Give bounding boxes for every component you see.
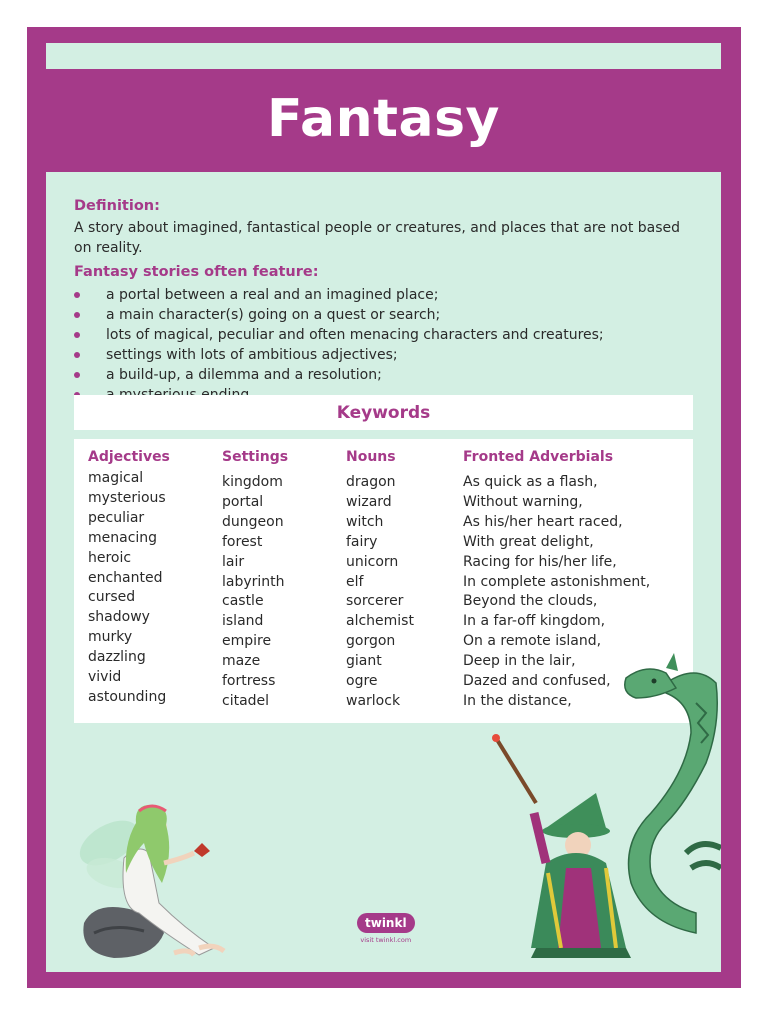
bullet-icon bbox=[74, 352, 80, 358]
keyword: fortress bbox=[222, 673, 276, 690]
fairy-illustration bbox=[64, 763, 254, 963]
bullet-icon bbox=[74, 312, 80, 318]
keyword: magical bbox=[88, 470, 144, 486]
logo-url: visit twinkl.com bbox=[360, 936, 412, 944]
bullet-icon bbox=[74, 332, 80, 338]
column-heading: Fronted Adverbials bbox=[463, 449, 614, 465]
feature-item: settings with lots of ambitious adjectives; bbox=[74, 345, 694, 365]
keyword: giant bbox=[346, 653, 382, 670]
keywords-title: Keywords bbox=[336, 402, 431, 423]
bullet-icon bbox=[74, 292, 80, 298]
feature-item: a main character(s) going on a quest or search; bbox=[74, 305, 694, 325]
poster-panel bbox=[46, 43, 721, 972]
keyword: dazzling bbox=[88, 649, 146, 666]
keyword: ogre bbox=[346, 673, 378, 690]
keyword: mysterious bbox=[88, 489, 166, 506]
definition-heading: Definition: bbox=[74, 198, 160, 214]
keyword: castle bbox=[222, 593, 264, 610]
keyword-column-settings bbox=[222, 449, 288, 712]
keyword: Deep in the lair, bbox=[463, 653, 576, 670]
column-heading: Settings bbox=[222, 449, 289, 465]
keyword: island bbox=[222, 613, 264, 630]
keyword: cursed bbox=[88, 589, 136, 606]
keyword: gorgon bbox=[346, 633, 396, 650]
keyword: maze bbox=[222, 653, 261, 670]
keyword: kingdom bbox=[222, 474, 283, 490]
keyword: Beyond the clouds, bbox=[463, 593, 598, 610]
definition-text: A story about imagined, fantastical people or creatures, and places that are not based on reality. bbox=[74, 220, 681, 256]
logo-brand: twinkl bbox=[357, 913, 415, 933]
keyword: vivid bbox=[88, 669, 122, 686]
keyword: In a far-off kingdom, bbox=[463, 613, 606, 630]
keyword: Racing for his/her life, bbox=[463, 553, 617, 570]
keyword: witch bbox=[346, 513, 384, 530]
keyword: In the distance, bbox=[463, 692, 572, 709]
keyword: wizard bbox=[346, 493, 392, 510]
poster-frame bbox=[27, 27, 741, 988]
keyword: menacing bbox=[88, 529, 158, 546]
feature-item: lots of magical, peculiar and often menacing characters and creatures; bbox=[74, 325, 694, 345]
keywords-band bbox=[74, 395, 693, 430]
keyword: As quick as a flash, bbox=[463, 474, 598, 490]
keyword: lair bbox=[222, 553, 245, 570]
keyword: elf bbox=[346, 573, 364, 590]
keyword: Without warning, bbox=[463, 493, 583, 510]
keyword: labyrinth bbox=[222, 573, 285, 590]
keyword: On a remote island, bbox=[463, 633, 602, 650]
keyword: heroic bbox=[88, 549, 132, 566]
keyword-column-nouns bbox=[346, 449, 414, 712]
keyword: unicorn bbox=[346, 553, 399, 570]
keyword: astounding bbox=[88, 688, 167, 705]
features-list bbox=[74, 285, 694, 405]
keyword: fairy bbox=[346, 533, 378, 550]
keyword: dungeon bbox=[222, 513, 284, 530]
title-band bbox=[46, 69, 721, 172]
keyword: peculiar bbox=[88, 509, 145, 526]
keyword: shadowy bbox=[88, 609, 150, 626]
keyword: alchemist bbox=[346, 613, 414, 630]
keyword-column-adjectives bbox=[88, 449, 170, 708]
dragon-illustration bbox=[606, 643, 721, 963]
keyword: forest bbox=[222, 533, 263, 550]
keyword: With great delight, bbox=[463, 533, 594, 550]
keywords-table bbox=[74, 439, 693, 723]
keyword: sorcerer bbox=[346, 593, 404, 610]
feature-item: a portal between a real and an imagined place; bbox=[74, 285, 694, 305]
feature-item: a build-up, a dilemma and a resolution; bbox=[74, 365, 694, 385]
twinkl-logo bbox=[357, 913, 415, 944]
keyword: citadel bbox=[222, 692, 270, 709]
features-heading: Fantasy stories often feature: bbox=[74, 264, 319, 280]
keyword: empire bbox=[222, 633, 272, 650]
keyword: Dazed and confused, bbox=[463, 673, 611, 690]
keyword: murky bbox=[88, 629, 133, 646]
keyword: warlock bbox=[346, 692, 401, 709]
column-heading: Adjectives bbox=[88, 449, 170, 465]
keyword: portal bbox=[222, 493, 264, 510]
bullet-icon bbox=[74, 372, 80, 378]
column-heading: Nouns bbox=[346, 449, 396, 465]
keyword: dragon bbox=[346, 474, 396, 490]
keyword: enchanted bbox=[88, 569, 163, 586]
keyword: In complete astonishment, bbox=[463, 573, 651, 590]
keyword: As his/her heart raced, bbox=[463, 513, 623, 530]
page-title: Fantasy bbox=[267, 88, 500, 149]
